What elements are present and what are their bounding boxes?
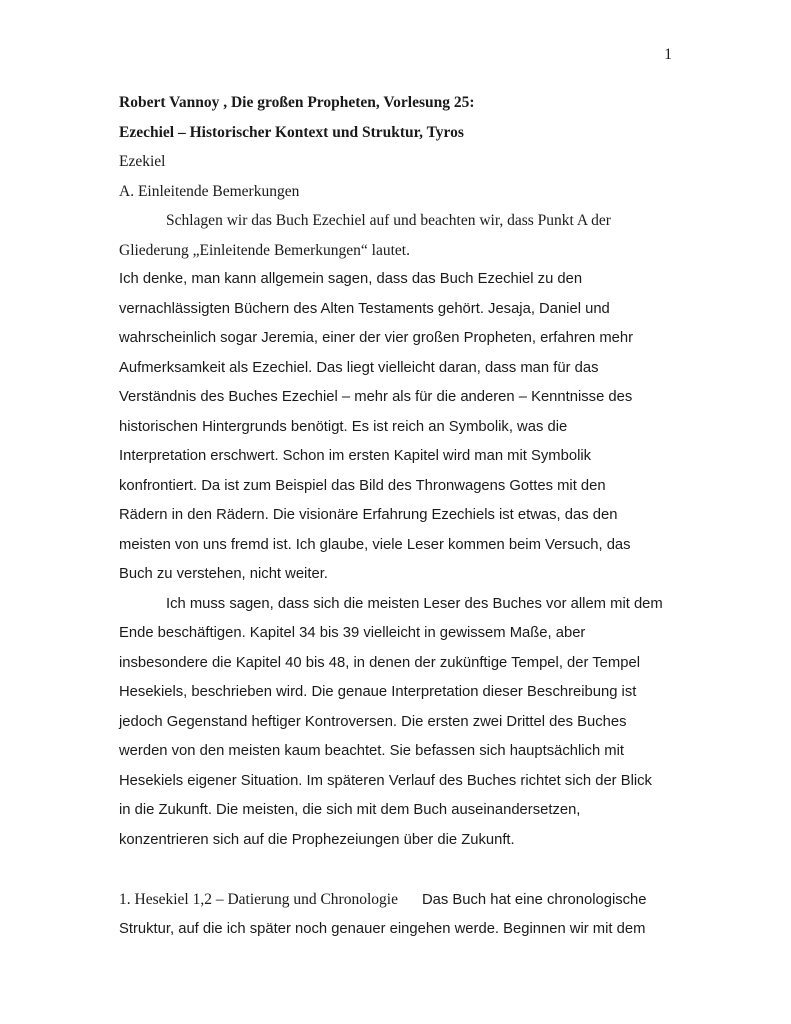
paragraph-3-line: in die Zukunft. Die meisten, die sich mit dem Buch auseinandersetzen, bbox=[119, 802, 581, 818]
paragraph-2-line: Interpretation erschwert. Schon im ersten Kapitel wird man mit Symbolik bbox=[119, 448, 592, 464]
paragraph-2-line: konfrontiert. Da ist zum Beispiel das Bild des Thronwagens Gottes mit den bbox=[119, 477, 606, 494]
paragraph-3-line: Hesekiels, beschrieben wird. Die genaue Interpretation dieser Beschreibung ist bbox=[119, 684, 637, 700]
paragraph-3-line: Ende beschäftigen. Kapitel 34 bis 39 vielleicht in gewissem Maße, aber bbox=[119, 625, 586, 641]
lecture-title-line-2: Ezechiel – Historischer Kontext und Struktur, Tyros bbox=[119, 123, 464, 141]
paragraph-2-line: vernachlässigten Büchern des Alten Testaments gehört. Jesaja, Daniel und bbox=[119, 300, 610, 317]
paragraph-3-line: Hesekiels eigener Situation. Im späteren Verlauf des Buches richtet sich der Blick bbox=[119, 772, 652, 789]
lecture-title-line-1: Robert Vannoy , Die großen Propheten, Vorlesung 25: bbox=[119, 94, 475, 111]
paragraph-2-line: Rädern in den Rädern. Die visionäre Erfahrung Ezechiels ist etwas, das den bbox=[119, 507, 618, 523]
document-content bbox=[119, 88, 679, 945]
paragraph-2-line: Verständnis des Buches Ezechiel – mehr als für die anderen – Kenntnisse des bbox=[119, 389, 633, 405]
subtitle-ezekiel: Ezekiel bbox=[119, 153, 166, 170]
blank-line bbox=[119, 855, 679, 885]
paragraph-3-line: werden von den meisten kaum beachtet. Sie befassen sich hauptsächlich mit bbox=[119, 743, 625, 759]
section-a-heading: A. Einleitende Bemerkungen bbox=[119, 182, 300, 200]
section-1-lead-text: Das Buch hat eine chronologische bbox=[421, 891, 647, 908]
paragraph-2-line: wahrscheinlich sogar Jeremia, einer der vier großen Propheten, erfahren mehr bbox=[119, 330, 634, 346]
paragraph-2-line: meisten von uns fremd ist. Ich glaube, viele Leser kommen beim Versuch, das bbox=[119, 536, 631, 553]
page-number: 1 bbox=[664, 46, 672, 63]
section-1-heading-line bbox=[119, 885, 679, 916]
paragraph-2-line: historischen Hintergrunds benötigt. Es ist reich an Symbolik, was die bbox=[119, 418, 568, 435]
paragraph-3-line: jedoch Gegenstand heftiger Kontroversen. Die ersten zwei Drittel des Buches bbox=[119, 713, 627, 730]
section-1-line: Struktur, auf die ich später noch genauer eingehen werde. Beginnen wir mit dem bbox=[119, 921, 646, 937]
paragraph-3-line: Ich muss sagen, dass sich die meisten Leser des Buches vor allem mit dem bbox=[166, 595, 663, 612]
paragraph-2-line: Buch zu verstehen, nicht weiter. bbox=[119, 566, 328, 582]
paragraph-1-line: Gliederung „Einleitende Bemerkungen“ lautet. bbox=[119, 241, 410, 259]
paragraph-1-line: Schlagen wir das Buch Ezechiel auf und beachten wir, dass Punkt A der bbox=[166, 212, 611, 229]
paragraph-3-line: konzentrieren sich auf die Prophezeiungen über die Zukunft. bbox=[119, 831, 515, 848]
paragraph-2-line: Aufmerksamkeit als Ezechiel. Das liegt vielleicht daran, dass man für das bbox=[119, 359, 599, 376]
section-1-heading: 1. Hesekiel 1,2 – Datierung und Chronologie bbox=[119, 890, 398, 908]
paragraph-3-line: insbesondere die Kapitel 40 bis 48, in denen der zukünftige Tempel, der Tempel bbox=[119, 654, 640, 671]
paragraph-2-line: Ich denke, man kann allgemein sagen, dass das Buch Ezechiel zu den bbox=[119, 271, 583, 287]
